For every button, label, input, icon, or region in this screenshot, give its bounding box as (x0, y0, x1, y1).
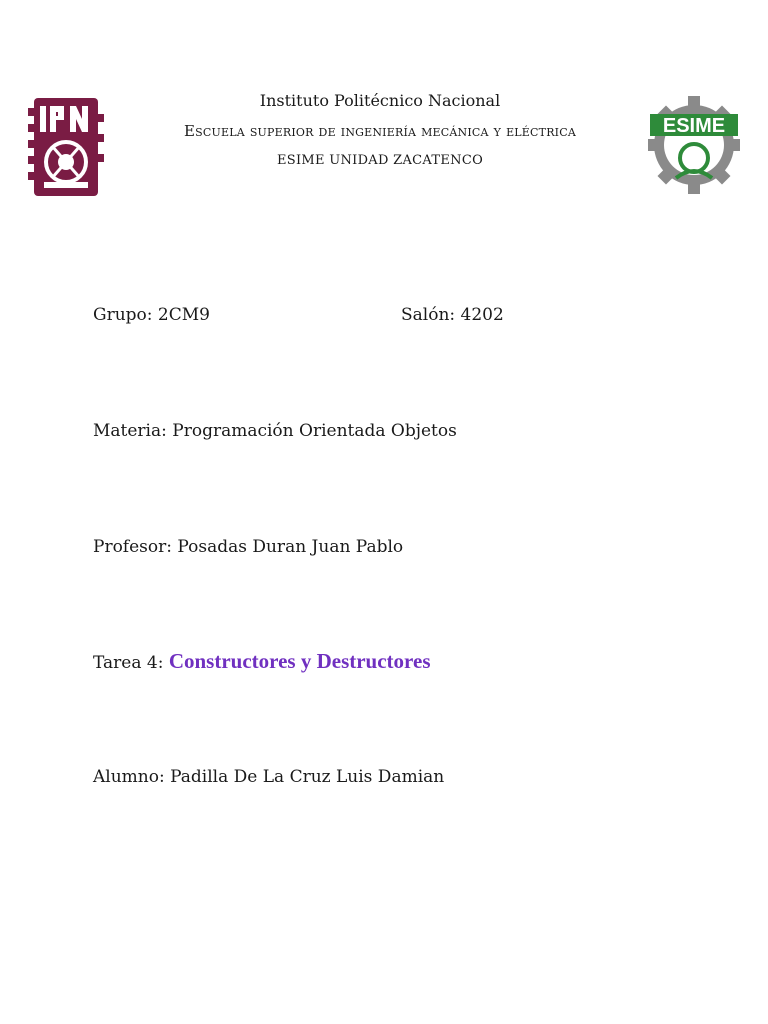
tarea-field (93, 649, 431, 674)
profesor-field: Profesor: Posadas Duran Juan Pablo (93, 537, 404, 557)
grupo-field: Grupo: 2CM9 (93, 305, 210, 325)
tarea-title: Constructores y Destructores (168, 649, 431, 673)
esime-logo-icon (646, 94, 742, 196)
institution-name: Instituto Politécnico Nacional (259, 91, 501, 110)
school-name: Escuela superior de ingeniería mecánica y eléctrica (184, 122, 576, 140)
tarea-label: Tarea 4: (93, 653, 169, 673)
unit-name: ESIME UNIDAD ZACATENCO (276, 153, 484, 168)
ipn-logo-icon (24, 94, 108, 200)
institution-header (130, 88, 630, 174)
svg-text:ESIME: ESIME (662, 115, 726, 137)
materia-field: Materia: Programación Orientada Objetos (93, 421, 457, 441)
alumno-field: Alumno: Padilla De La Cruz Luis Damian (93, 767, 445, 787)
salon-field: Salón: 4202 (401, 305, 504, 325)
